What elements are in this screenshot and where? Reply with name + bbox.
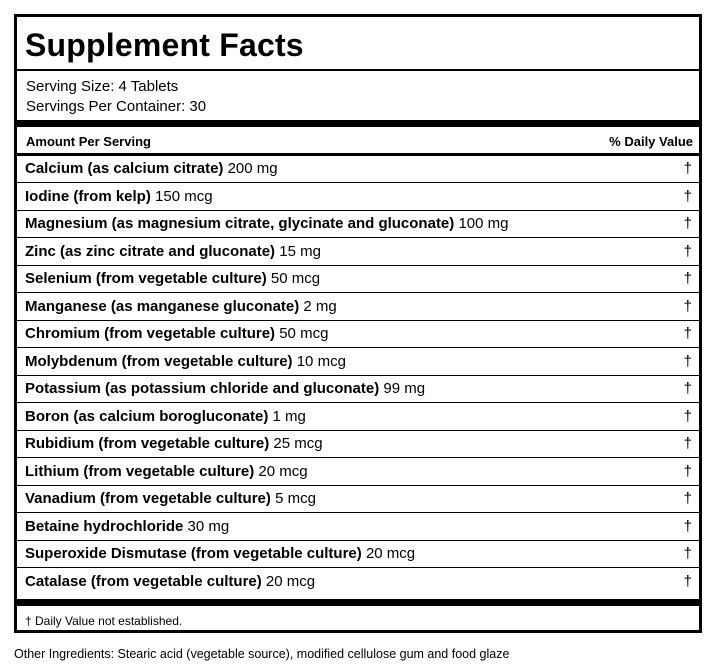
- nutrient-amount: 20 mcg: [258, 462, 308, 480]
- nutrient-daily-value: †: [683, 435, 692, 452]
- nutrient-text: [25, 490, 316, 508]
- nutrient-daily-value: †: [683, 270, 692, 287]
- thick-divider-top: [17, 120, 699, 127]
- nutrient-row: [17, 211, 699, 238]
- nutrient-amount: 200 mg: [227, 160, 278, 177]
- nutrient-row: [17, 569, 699, 596]
- nutrient-amount: 30 mg: [187, 517, 230, 535]
- nutrient-name: Superoxide Dismutase (from vegetable culture): [25, 545, 362, 562]
- nutrient-name: Lithium (from vegetable culture): [25, 462, 255, 480]
- nutrient-name: Iodine (from kelp): [25, 187, 151, 205]
- panel-title: Supplement Facts: [25, 27, 304, 63]
- nutrient-amount: 25 mcg: [273, 435, 323, 452]
- nutrient-row: [17, 239, 699, 266]
- nutrient-name: Selenium (from vegetable culture): [25, 270, 267, 287]
- nutrient-text: [25, 243, 321, 261]
- nutrient-row: [17, 541, 699, 568]
- nutrient-amount: 20 mcg: [265, 572, 316, 590]
- nutrient-name: Vanadium (from vegetable culture): [25, 490, 271, 507]
- nutrient-name: Calcium (as calcium citrate): [25, 160, 224, 177]
- nutrient-amount: 1 mg: [272, 407, 306, 425]
- nutrient-text: [25, 270, 320, 288]
- nutrient-daily-value: †: [683, 490, 692, 507]
- nutrient-amount: 100 mg: [458, 215, 509, 232]
- nutrient-text: [25, 573, 315, 591]
- nutrient-row: [17, 321, 699, 348]
- nutrient-amount: 10 mcg: [296, 352, 346, 370]
- servings-per-container: Servings Per Container: 30: [26, 98, 207, 115]
- nutrient-text: [25, 545, 415, 563]
- footnote: † Daily Value not established.: [25, 614, 183, 628]
- nutrient-daily-value: †: [683, 462, 692, 480]
- nutrient-daily-value: †: [683, 572, 692, 590]
- nutrient-daily-value: †: [683, 407, 692, 425]
- nutrient-text: [25, 325, 328, 343]
- nutrient-daily-value: †: [683, 517, 692, 535]
- nutrient-name: Chromium (from vegetable culture): [25, 325, 276, 342]
- nutrient-name: Boron (as calcium borogluconate): [25, 407, 269, 425]
- nutrient-text: [25, 380, 425, 398]
- nutrient-daily-value: †: [683, 352, 692, 370]
- nutrient-row: [17, 486, 699, 513]
- nutrient-amount: 99 mg: [383, 380, 426, 397]
- nutrient-text: [25, 408, 306, 426]
- nutrient-row: [17, 294, 699, 321]
- serving-size: Serving Size: 4 Tablets: [26, 78, 179, 95]
- nutrient-row: [17, 459, 699, 486]
- nutrient-name: Molybdenum (from vegetable culture): [25, 352, 293, 370]
- nutrient-name: Rubidium (from vegetable culture): [25, 435, 270, 452]
- nutrient-row: [17, 431, 699, 458]
- nutrient-name: Magnesium (as magnesium citrate, glycinate and gluconate): [25, 215, 455, 232]
- nutrient-daily-value: †: [683, 545, 692, 562]
- nutrient-name: Potassium (as potassium chloride and gluconate): [25, 380, 380, 397]
- nutrient-text: [25, 353, 346, 371]
- amount-per-serving-header: Amount Per Serving: [26, 134, 151, 149]
- nutrient-text: [25, 298, 337, 316]
- nutrient-text: [25, 435, 323, 453]
- nutrient-daily-value: †: [683, 160, 692, 177]
- title-divider: [17, 69, 699, 71]
- nutrient-amount: 150 mcg: [155, 187, 213, 205]
- nutrient-amount: 50 mcg: [270, 270, 321, 287]
- thick-divider-bottom: [17, 599, 699, 606]
- nutrient-row: [17, 266, 699, 293]
- nutrient-amount: 2 mg: [303, 297, 337, 315]
- nutrient-daily-value: †: [683, 215, 692, 232]
- nutrient-text: [25, 188, 213, 206]
- nutrient-text: [25, 518, 229, 536]
- nutrient-daily-value: †: [683, 297, 692, 315]
- nutrient-amount: 15 mg: [279, 242, 321, 260]
- nutrient-row: [17, 376, 699, 403]
- nutrient-text: [25, 215, 509, 233]
- nutrient-row: [17, 184, 699, 211]
- nutrient-daily-value: †: [683, 325, 692, 342]
- column-header: [26, 134, 693, 150]
- supplement-facts-panel: [14, 14, 702, 633]
- nutrient-daily-value: †: [683, 242, 692, 260]
- nutrient-row: [17, 404, 699, 431]
- nutrient-name: Zinc (as zinc citrate and gluconate): [25, 242, 276, 260]
- nutrient-name: Manganese (as manganese gluconate): [25, 297, 300, 315]
- nutrient-amount: 5 mcg: [275, 490, 316, 507]
- nutrient-row: [17, 514, 699, 541]
- nutrient-name: Betaine hydrochloride: [25, 517, 184, 535]
- nutrient-row: [17, 349, 699, 376]
- nutrient-row: [17, 156, 699, 183]
- nutrient-amount: 50 mcg: [279, 325, 329, 342]
- nutrient-daily-value: †: [683, 187, 692, 205]
- nutrient-name: Catalase (from vegetable culture): [25, 572, 262, 590]
- other-ingredients: Other Ingredients: Stearic acid (vegetable source), modified cellulose gum and food glaze: [14, 647, 510, 661]
- daily-value-header: % Daily Value: [609, 134, 693, 149]
- nutrient-text: [25, 463, 308, 481]
- nutrient-text: [25, 160, 278, 178]
- nutrient-daily-value: †: [683, 380, 692, 397]
- nutrient-amount: 20 mcg: [365, 545, 416, 562]
